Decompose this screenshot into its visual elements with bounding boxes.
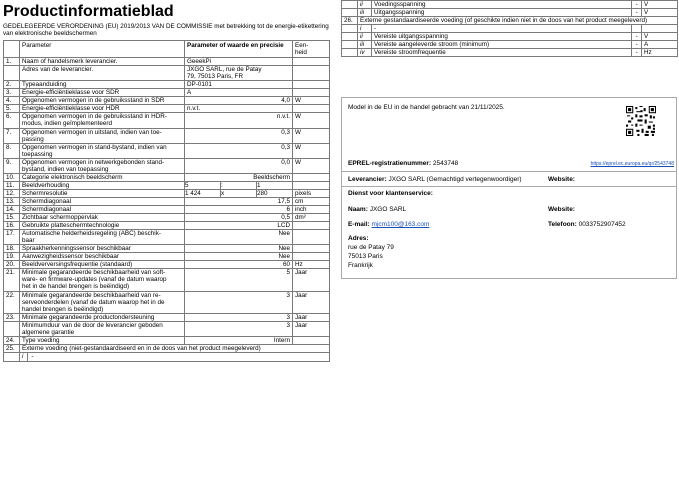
table-row — [342, 25, 678, 33]
row-number: 24. — [4, 336, 20, 344]
table-row — [4, 173, 330, 181]
parameter-unit: V — [642, 1, 678, 9]
table-row — [4, 58, 330, 66]
table-row — [342, 1, 678, 9]
parameter-name: Schermdiagonaal — [20, 197, 185, 205]
table-row — [4, 66, 330, 81]
parameter-value: DP-0101 — [185, 81, 293, 89]
phone-value: 0033752907452 — [578, 221, 626, 228]
table-header-row — [4, 41, 330, 58]
parameter-unit — [293, 89, 330, 97]
eprel-label-text: EPREL-registratienummer: — [348, 160, 432, 167]
sub-index: iii — [358, 9, 372, 17]
parameter-unit: Jaar — [293, 313, 330, 321]
row-number — [4, 352, 20, 361]
row-number: 19. — [4, 253, 20, 261]
parameter-name: Zichtbaar schermoppervlak — [20, 214, 185, 222]
parameter-value: - — [632, 49, 642, 57]
table-row — [4, 336, 330, 344]
parameter-value: Intern — [185, 336, 293, 344]
eprel-registration-number: 2543748 — [432, 160, 459, 167]
parameter-name: - — [372, 25, 632, 33]
parameter-name: Minimumduur van de door de leverancier geboden algemene garantie — [20, 321, 185, 336]
parameter-value — [632, 25, 642, 33]
table-row — [4, 158, 330, 173]
parameter-unit: V — [642, 33, 678, 41]
row-number: 11. — [4, 181, 20, 189]
row-number: 25. — [4, 344, 20, 352]
parameter-value: 6 — [185, 205, 293, 213]
parameter-name: Opgenomen vermogen in uitstand, indien van toe- passing — [20, 128, 185, 143]
header-unit: Een- heid — [293, 41, 330, 58]
parameter-unit: W — [293, 113, 330, 128]
table-row — [342, 9, 678, 17]
table-row — [4, 313, 330, 321]
supplier-website-label: Website: — [548, 176, 575, 183]
value-a: 5 — [185, 181, 189, 189]
parameter-value: - — [632, 1, 642, 9]
parameter-name: Beeldverhouding — [20, 181, 185, 189]
name-label: Naam: — [348, 206, 368, 213]
sub-row — [20, 352, 330, 361]
parameter-unit: cm — [293, 197, 330, 205]
divider — [342, 171, 676, 172]
table-row — [4, 291, 330, 313]
row-number — [4, 66, 20, 81]
row-number: 17. — [4, 230, 20, 245]
sub-index: ii — [358, 1, 372, 9]
name-value: JXGO SARL — [369, 206, 407, 213]
table-row — [4, 128, 330, 143]
parameter-name: Typeaanduiding — [20, 81, 185, 89]
parameter-unit — [293, 222, 330, 230]
parameter-name: Spraakherkenningssensor beschikbaar — [20, 245, 185, 253]
table-row — [342, 41, 678, 49]
parameter-unit: W — [293, 97, 330, 105]
row-number: 16. — [4, 222, 20, 230]
table-row — [4, 81, 330, 89]
table-row — [342, 33, 678, 41]
header-value: Parameter of waarde en precisie — [185, 41, 293, 58]
table-row — [4, 230, 330, 245]
parameter-name: Externe gestandaardiseerde voeding (of geschikte indien niet in de doos van het product meegeleverd) — [358, 17, 678, 25]
parameter-name: Energie-efficiëntieklasse voor SDR — [20, 89, 185, 97]
parameter-unit: W — [293, 143, 330, 158]
qr-code-icon — [626, 106, 656, 136]
sub-value: - — [31, 352, 34, 360]
row-number: 22. — [4, 291, 20, 313]
row-number: 8. — [4, 143, 20, 158]
page-title: Productinformatieblad — [3, 3, 174, 20]
customer-service-title: Dienst voor klantenservice: — [348, 190, 433, 197]
parameter-unit — [293, 81, 330, 89]
row-number: 4. — [4, 97, 20, 105]
sub-index: i — [22, 352, 24, 360]
parameter-value: 3 — [185, 291, 293, 313]
header-number — [4, 41, 20, 58]
supplier-label: Leverancier: — [348, 176, 387, 183]
value-separator: : — [220, 182, 257, 189]
row-number: 3. — [4, 89, 20, 97]
table-row — [4, 253, 330, 261]
value-b: 1 — [257, 181, 261, 189]
row-number: 5. — [4, 105, 20, 113]
parameter-name: Energie-efficiëntieklasse voor HDR — [20, 105, 185, 113]
row-number — [342, 33, 358, 41]
parameter-unit: V — [642, 9, 678, 17]
sub-index: iii — [358, 41, 372, 49]
address-line-2: 75013 Paris — [348, 253, 383, 260]
parameter-name: Opgenomen vermogen in de gebruiksstand in HDR- modus, indien geïmplementeerd — [20, 113, 185, 128]
value-a: 1 424 — [185, 189, 201, 197]
parameter-value: 4,0 — [185, 97, 293, 105]
parameter-value: n.v.t. — [185, 105, 293, 113]
parameter-value: Nee — [185, 245, 293, 253]
row-number: 2. — [4, 81, 20, 89]
table-row — [4, 197, 330, 205]
eprel-info-box — [341, 97, 677, 279]
parameter-unit: dm² — [293, 214, 330, 222]
row-number: 13. — [4, 197, 20, 205]
parameter-unit: W — [293, 128, 330, 143]
phone-line — [548, 221, 626, 228]
parameter-name: Aanwezigheidssensor beschikbaar — [20, 253, 185, 261]
row-number: 20. — [4, 261, 20, 269]
parameter-unit — [293, 230, 330, 245]
parameter-name: Categorie elektronisch beeldscherm — [20, 173, 185, 181]
table-row — [4, 222, 330, 230]
eprel-registration-label — [348, 160, 458, 167]
parameter-value: 0,3 — [185, 128, 293, 143]
table-row — [4, 205, 330, 213]
parameter-unit: Jaar — [293, 291, 330, 313]
parameter-unit: Hz — [642, 49, 678, 57]
parameter-name: Schermresolutie — [20, 189, 185, 197]
parameter-value: 17,5 — [185, 197, 293, 205]
table-row — [342, 49, 678, 57]
address-line-3: Frankrijk — [348, 262, 373, 269]
power-supply-table — [341, 0, 678, 57]
table-row — [4, 143, 330, 158]
parameter-name: Vereiste aangeleverde stroom (minimum) — [372, 41, 632, 49]
parameter-unit: Jaar — [293, 269, 330, 291]
parameter-unit — [293, 245, 330, 253]
email-label: E-mail: — [348, 221, 370, 228]
parameter-name: Voedingsspanning — [372, 1, 632, 9]
row-number: 14. — [4, 205, 20, 213]
row-number — [342, 25, 358, 33]
parameter-unit — [293, 66, 330, 81]
parameter-name: Schermdiagonaal — [20, 205, 185, 213]
parameter-value: 3 — [185, 321, 293, 336]
row-number — [342, 9, 358, 17]
parameter-name: Gebruikte platteschermtechnologie — [20, 222, 185, 230]
parameter-value: 60 — [185, 261, 293, 269]
parameter-value: LCD — [185, 222, 293, 230]
row-number: 9. — [4, 158, 20, 173]
service-website-label: Website: — [548, 206, 575, 213]
parameter-name: Naam of handelsmerk leverancier. — [20, 58, 185, 66]
parameter-unit: Jaar — [293, 321, 330, 336]
row-number: 21. — [4, 269, 20, 291]
row-number — [342, 41, 358, 49]
parameter-value — [185, 189, 293, 197]
row-number — [4, 321, 20, 336]
parameter-value: JXGO SARL, rue de Patay 79, 75013 Paris, FR — [185, 66, 293, 81]
parameter-value: A — [185, 89, 293, 97]
supplier-value: JXGO SARL (Gemachtigd vertegenwoordiger) — [388, 176, 522, 183]
table-row — [4, 89, 330, 97]
parameter-unit: pixels — [293, 189, 330, 197]
table-row — [4, 352, 330, 361]
parameter-unit — [642, 25, 678, 33]
address-label: Adres: — [348, 235, 369, 242]
parameter-unit — [293, 253, 330, 261]
value-b: 280 — [257, 189, 268, 197]
parameter-value: Nee — [185, 230, 293, 245]
parameter-name: Opgenomen vermogen in de gebruiksstand in SDR — [20, 97, 185, 105]
email-link[interactable]: mjcm100@163.com — [371, 221, 430, 228]
parameter-name: Minimale gegarandeerde productondersteuning — [20, 313, 185, 321]
table-row — [4, 344, 330, 352]
table-row — [4, 113, 330, 128]
parameter-value: n.v.t. — [185, 113, 293, 128]
phone-label: Telefoon: — [548, 221, 577, 228]
parameter-name: Minimale gegarandeerde beschikbaarheid van soft- ware- en firmware-updates (vanaf de datum waarop het in de handel brengen is beëindigd) — [20, 269, 185, 291]
row-number — [342, 49, 358, 57]
parameter-value: 3 — [185, 313, 293, 321]
product-information-sheet — [3, 3, 329, 362]
power-supply-table-continued — [341, 0, 677, 57]
parameter-unit — [293, 181, 330, 189]
address-line-1: rue de Patay 79 — [348, 244, 394, 251]
parameter-value: Beeldscherm — [185, 173, 293, 181]
service-name-line — [348, 206, 406, 213]
parameter-table — [3, 40, 330, 362]
row-number: 12. — [4, 189, 20, 197]
parameter-name: Externe voeding (niet-gestandaardiseerd en in de doos van het product meegeleverd) — [20, 344, 330, 352]
parameter-value: 5 — [185, 269, 293, 291]
header-parameter: Parameter — [20, 41, 185, 58]
parameter-unit — [293, 336, 330, 344]
model-placed-text: Model in de EU in de handel gebracht van 21/11/2025. — [348, 104, 505, 111]
value-separator: x — [220, 190, 257, 197]
parameter-unit: W — [293, 158, 330, 173]
parameter-unit: inch — [293, 205, 330, 213]
row-number: 6. — [4, 113, 20, 128]
parameter-value: 0,5 — [185, 214, 293, 222]
sub-index: i — [358, 25, 372, 33]
divider — [342, 186, 676, 187]
row-number: 7. — [4, 128, 20, 143]
email-line — [348, 221, 429, 228]
row-number: 15. — [4, 214, 20, 222]
row-number: 1. — [4, 58, 20, 66]
table-row — [4, 261, 330, 269]
parameter-value: 0,0 — [185, 158, 293, 173]
table-row — [4, 105, 330, 113]
parameter-name: Uitgangsspanning — [372, 9, 632, 17]
table-row — [4, 189, 330, 197]
row-number: 10. — [4, 173, 20, 181]
table-row — [342, 17, 678, 25]
parameter-value: Nee — [185, 253, 293, 261]
parameter-value: GeeekPi — [185, 58, 293, 66]
parameter-name: Minimale gegarandeerde beschikbaarheid van re- serveonderdelen (vanaf de datum waarop het in de handel brengen is beëindigd) — [20, 291, 185, 313]
table-row — [4, 321, 330, 336]
table-row — [4, 245, 330, 253]
parameter-name: Beeldverversingsfrequentie (standaard) — [20, 261, 185, 269]
regulation-subtitle: GEDELEGEERDE VERORDENING (EU) 2019/2013 VAN DE COMMISSIE met betrekking tot de energie-etikettering van elektronische beeldschermen — [3, 22, 329, 37]
divider — [23, 353, 28, 361]
row-number — [342, 1, 358, 9]
parameter-value: - — [632, 9, 642, 17]
table-row — [4, 214, 330, 222]
parameter-value: 0,3 — [185, 143, 293, 158]
parameter-value: - — [632, 41, 642, 49]
row-number: 26. — [342, 17, 358, 25]
table-row — [4, 181, 330, 189]
table-row — [4, 269, 330, 291]
parameter-unit: Hz — [293, 261, 330, 269]
parameter-unit — [293, 58, 330, 66]
parameter-name: Automatische helderheidsregeling (ABC) beschik- baar — [20, 230, 185, 245]
parameter-unit: A — [642, 41, 678, 49]
supplier-line — [348, 176, 522, 183]
parameter-value: - — [632, 33, 642, 41]
parameter-unit — [293, 105, 330, 113]
parameter-name: Opgenomen vermogen in netwerkgebonden stand- bystand, indien van toepassing — [20, 158, 185, 173]
row-number: 18. — [4, 245, 20, 253]
parameter-name: Opgenomen vermogen in stand-bystand, indien van toepassing — [20, 143, 185, 158]
parameter-name: Type voeding — [20, 336, 185, 344]
parameter-value — [185, 181, 293, 189]
parameter-name: Vereiste uitgangsspanning — [372, 33, 632, 41]
parameter-unit — [293, 173, 330, 181]
row-number: 23. — [4, 313, 20, 321]
table-row — [4, 97, 330, 105]
sub-index: ii — [358, 33, 372, 41]
parameter-name: Adres van de leverancier. — [20, 66, 185, 81]
parameter-name: Vereiste stroomfrequentie — [372, 49, 632, 57]
sub-index: iv — [358, 49, 372, 57]
eprel-url-link[interactable]: https://eprel.ec.europa.eu/qr/2543748 — [590, 161, 674, 167]
